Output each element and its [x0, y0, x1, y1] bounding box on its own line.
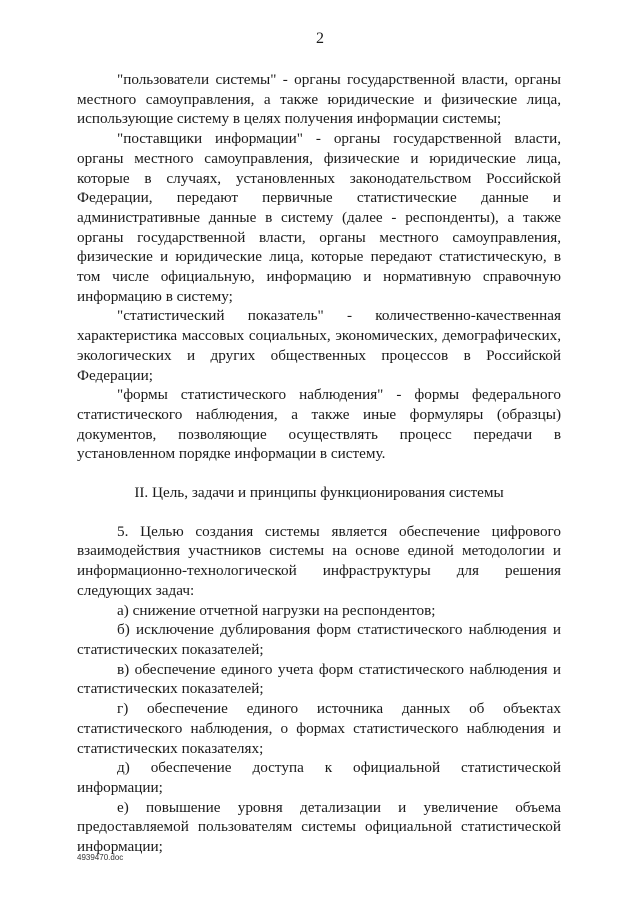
- task-item-a: а) снижение отчетной нагрузки на респондентов;: [117, 601, 436, 619]
- definition-providers: "поставщики информации" - органы государственной власти, органы местного самоуправления, физические и юридические лица, которые в случаях, установленных законодательством Российской Федерации, передают первичные статистические данные и административные данные в систему (далее - респонденты), а также органы государственной власти, органы местного самоуправления, физические и юридические лица, которые передают статистическую, в том числе официальную, информацию и нормативную справочную информацию в систему;: [77, 130, 561, 305]
- definition-observation-forms: "формы статистического наблюдения" - формы федерального статистического наблюдения, а также иные формуляры (образцы) документов, позволяющие осуществлять процесс передачи в установленном порядке информации в систему.: [77, 386, 561, 463]
- definition-statistical-indicator: "статистический показатель" - количественно-качественная характеристика массовых социальных, экономических, демографических, экологических и других общественных процессов в Российской Федерации;: [77, 307, 561, 384]
- goal-paragraph: 5. Целью создания системы является обеспечение цифрового взаимодействия участников системы на основе единой методологии и информационно-технологической инфраструктуры для решения следующих задач:: [77, 522, 561, 599]
- task-item-e: е) повышение уровня детализации и увеличение объема предоставляемой пользователям системы официальной статистической информации;: [77, 798, 561, 856]
- definition-users: "пользователи системы" - органы государственной власти, органы местного самоуправления, а также юридические и физические лица, использующие систему в целях получения информации системы;: [77, 71, 561, 128]
- task-item-v: в) обеспечение единого учета форм статистического наблюдения и статистических показателей;: [77, 660, 561, 698]
- document-file-code: 4939470.doc: [77, 853, 124, 862]
- document-body: [77, 70, 561, 857]
- task-item-b: б) исключение дублирования форм статистического наблюдения и статистических показателей;: [77, 621, 561, 658]
- page-number: 2: [316, 30, 324, 47]
- task-item-g: г) обеспечение единого источника данных об объектах статистического наблюдения, о формах статистического наблюдения и статистических показателях;: [77, 700, 561, 757]
- section-heading: II. Цель, задачи и принципы функционирования системы: [134, 484, 504, 502]
- task-item-d: д) обеспечение доступа к официальной статистической информации;: [77, 759, 561, 796]
